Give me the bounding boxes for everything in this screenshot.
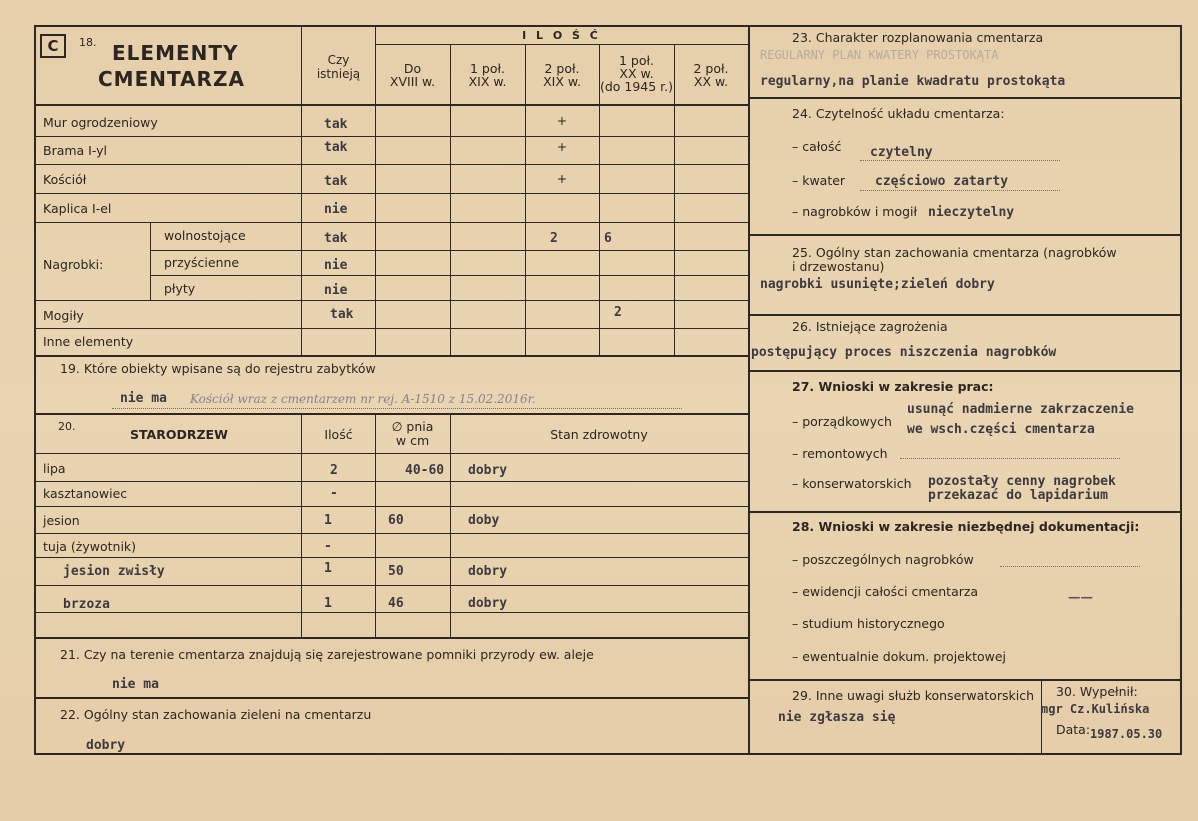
period-4-l2: XX w. <box>619 66 654 81</box>
s24-item1-label: – całość <box>792 139 842 154</box>
s27-item1-label: – porządkowych <box>792 414 892 429</box>
row-label-wall: Mur ogrodzeniowy <box>43 115 158 130</box>
s29-label: 29. Inne uwagi służb konserwatorskich <box>792 688 1034 703</box>
row-exists-chapel: nie <box>324 202 348 217</box>
tree-diam-5: 50 <box>388 564 404 579</box>
s30-date-label: Data: <box>1056 722 1091 737</box>
tree-qty-2: - <box>330 486 338 501</box>
s24-item1-value: czytelny <box>870 145 933 160</box>
tree-qty-6: 1 <box>324 596 332 611</box>
tree-health-5: dobry <box>468 564 508 579</box>
s24-item2-label: – kwater <box>792 173 846 188</box>
s28-item3: – studium historycznego <box>792 616 945 631</box>
s23-value: regularny,na planie kwadratu prostokąta <box>760 74 1066 89</box>
s24-item2-value: częściowo zatarty <box>875 174 1009 189</box>
period-4-l1: 1 poł. <box>618 53 655 68</box>
s19-label: 19. Które obiekty wpisane są do rejestru zabytków <box>60 361 376 376</box>
s20-number: 20. <box>58 420 76 433</box>
row-label-chapel: Kaplica I-el <box>43 201 112 216</box>
s27-item1-value2: we wsch.części cmentarza <box>907 422 1095 437</box>
row-p4-graves: 2 <box>614 305 622 320</box>
tree-name-6: brzoza <box>63 597 110 612</box>
s28-item2: – ewidencji całości cmentarza <box>792 584 979 599</box>
tree-qty-1: 2 <box>330 463 338 478</box>
tree-name-1: lipa <box>43 461 66 476</box>
s28-item1: – poszczególnych nagrobków <box>792 552 974 567</box>
s24-item3-label: – nagrobków i mogił <box>792 204 918 219</box>
s21-label: 21. Czy na terenie cmentarza znajdują się zarejestrowane pomniki przyrody ew. aleje <box>60 647 594 662</box>
row-p4-freestanding: 6 <box>604 231 612 246</box>
s20-col-diam-l1: ∅ pnia <box>391 419 434 434</box>
s24-item3-value: nieczytelny <box>928 205 1015 220</box>
tree-diam-6: 46 <box>388 596 404 611</box>
tree-name-3: jesion <box>43 513 80 528</box>
s19-value: nie ma <box>120 391 167 406</box>
s27-label: 27. Wnioski w zakresie prac: <box>792 379 994 394</box>
s18-title-line1: ELEMENTY <box>112 41 239 65</box>
tree-health-1: dobry <box>468 463 508 478</box>
row-p3-freestanding: 2 <box>550 231 558 246</box>
s18-number: 18. <box>79 36 97 49</box>
tree-health-3: doby <box>468 513 500 528</box>
s27-item3-label: – konserwatorskich <box>792 476 912 491</box>
s26-value: postępujący proces niszczenia nagrobków <box>751 345 1057 360</box>
period-3-l2: XIX w. <box>543 74 581 89</box>
s23-faded-text: REGULARNY PLAN KWATERY PROSTOKĄTA <box>760 48 999 62</box>
tree-diam-1: 40-60 <box>405 463 445 478</box>
s21-value: nie ma <box>112 677 159 692</box>
period-1-l1: Do <box>403 61 422 76</box>
s20-title: STARODRZEW <box>130 427 228 442</box>
col-exists-l1: Czy <box>327 53 350 67</box>
col-exists-l2: istnieją <box>316 67 361 81</box>
s28-item4: – ewentualnie dokum. projektowej <box>792 649 1007 664</box>
period-2-l1: 1 poł. <box>469 61 506 76</box>
s27-item1-value1: usunąć nadmierne zakrzaczenie <box>907 402 1134 417</box>
tree-qty-5: 1 <box>324 561 332 576</box>
s27-item3-value1: pozostały cenny nagrobek <box>928 474 1116 489</box>
period-3-l1: 2 poł. <box>544 61 580 76</box>
s25-label-l1: 25. Ogólny stan zachowania cmentarza (nagrobków <box>792 245 1117 260</box>
s25-value: nagrobki usunięte;zieleń dobry <box>760 277 995 292</box>
main-divider <box>748 25 750 755</box>
s27-item2-label: – remontowych <box>792 446 888 461</box>
row-label-slabs: płyty <box>164 281 196 296</box>
row-label-nagrobki: Nagrobki: <box>43 257 104 272</box>
s26-label: 26. Istniejące zagrożenia <box>792 319 948 334</box>
row-label-church: Kościół <box>43 172 87 187</box>
tree-name-5: jesion zwisły <box>63 564 165 579</box>
s27-item3-value2: przekazać do lapidarium <box>928 488 1109 503</box>
s23-label: 23. Charakter rozplanowania cmentarza <box>792 30 1044 45</box>
s18-title-line2: CMENTARZA <box>98 67 245 91</box>
period-5-l1: 2 poł. <box>693 61 729 76</box>
tree-qty-4: - <box>324 539 332 554</box>
s24-label: 24. Czytelność układu cmentarza: <box>792 106 1005 121</box>
row-exists-slabs: nie <box>324 283 348 298</box>
s20-col-health: Stan zdrowotny <box>550 427 648 442</box>
card-letter-box: C <box>40 34 66 58</box>
period-1-l2: XVIII w. <box>389 74 436 89</box>
s28-label: 28. Wnioski w zakresie niezbędnej dokumentacji: <box>792 519 1140 534</box>
s19-handwritten-note: Kościół wraz z cmentarzem nr rej. A-1510 z 15.02.2016r. <box>190 392 536 406</box>
row-label-gate: Brama I-yl <box>43 143 108 158</box>
s30-name: mgr Cz.Kulińska <box>1041 702 1150 716</box>
row-label-other: Inne elementy <box>43 334 134 349</box>
period-2-l2: XIX w. <box>468 74 507 89</box>
s29-value: nie zgłasza się <box>778 710 896 725</box>
tree-health-6: dobry <box>468 596 508 611</box>
row-p3-church: + <box>556 171 568 186</box>
tree-name-4: tuja (żywotnik) <box>43 539 137 554</box>
inventory-card <box>34 25 1182 755</box>
row-exists-wall-mounted: nie <box>324 258 348 273</box>
row-exists-freestanding: tak <box>324 231 348 246</box>
row-exists-wall: tak <box>324 117 348 132</box>
row-p3-wall: + <box>556 113 568 128</box>
s25-label-l2: i drzewostanu) <box>792 259 885 274</box>
tree-name-2: kasztanowiec <box>43 486 128 501</box>
period-5-l2: XX w. <box>693 74 729 89</box>
row-exists-church: tak <box>324 174 348 189</box>
s22-label: 22. Ogólny stan zachowania zieleni na cmentarzu <box>60 707 372 722</box>
s20-col-diam-l2: w cm <box>395 433 430 448</box>
tree-qty-3: 1 <box>324 513 332 528</box>
s30-date: 1987.05.30 <box>1090 727 1163 741</box>
s22-value: dobry <box>86 738 126 753</box>
row-exists-graves: tak <box>330 307 354 322</box>
s30-label: 30. Wypełnił: <box>1056 684 1138 699</box>
row-exists-gate: tak <box>324 140 348 155</box>
ilosc-header: I L O Ś Ć <box>522 29 601 42</box>
row-label-freestanding: wolnostojące <box>164 228 246 243</box>
tree-diam-3: 60 <box>388 513 404 528</box>
s28-dash: —— <box>1068 589 1093 604</box>
row-label-wall-mounted: przyścienne <box>164 255 240 270</box>
row-label-graves: Mogiły <box>43 308 84 323</box>
row-p3-gate: + <box>556 139 568 154</box>
s20-col-qty: Ilość <box>324 427 353 442</box>
period-4-l3: (do 1945 r.) <box>599 79 674 94</box>
